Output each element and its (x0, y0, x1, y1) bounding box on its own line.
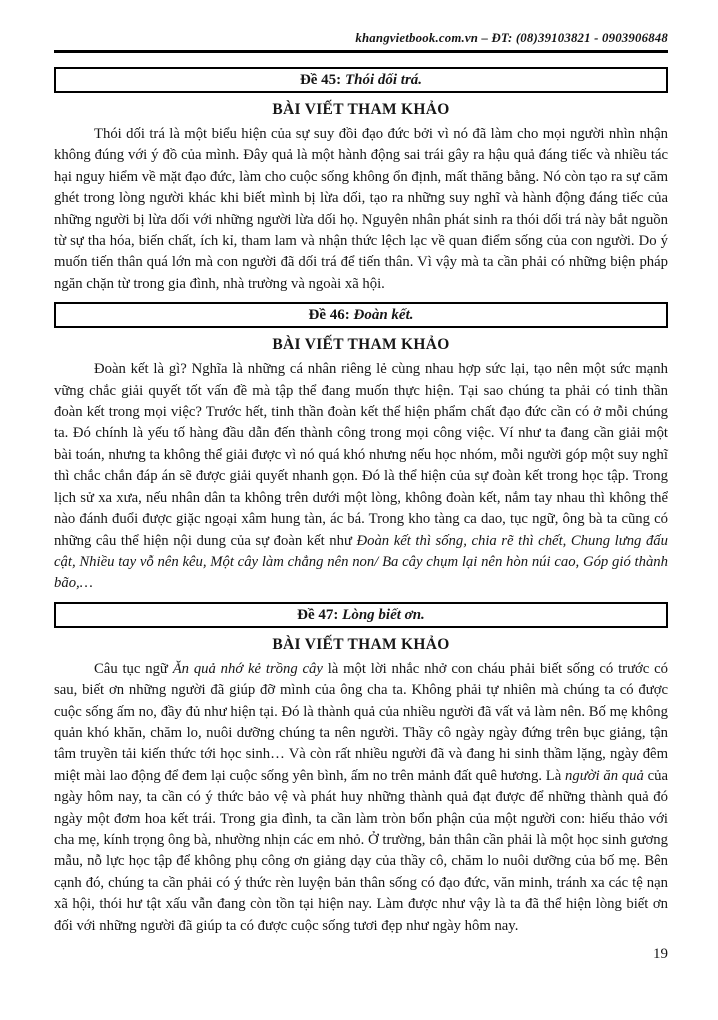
essay-text: Câu tục ngữ (94, 660, 173, 677)
essay-text: Thói dối trá là một biểu hiện của sự suy đồi đạo đức bởi vì nó đã làm cho mọi người nhìn nhận không đúng với ý đồ của mình. Đây quả là một hành động sai trái gây ra hậu quả đáng tiếc và nhiều tác hại nguy hiểm về mặt đạo đức, làm cho cuộc sống không ổn định, mất thăng bằng. Nó còn tạo ra sự căm ghét trong lòng người khác khi biết mình bị lừa dối, tạo ra những suy nghĩ và hành động đáng tiếc của những người bị lừa dối với những người lừa dối họ. Nguyên nhân phát sinh ra thói dối trá này bắt nguồn từ sự tha hóa, biến chất, ích kỉ, tham lam và nhận thức lệch lạc về quan điểm sống của con người. Do ý muốn tiến thân quá lớn mà con người đã dối trá để tiến thân. Vì vậy mà ta cần phải có những biện pháp ngăn chặn từ trong gia đình, nhà trường và ngoài xã hội. (54, 126, 668, 292)
topic-box-de-45 (54, 67, 668, 93)
essay-text: là một lời nhắc nhở con cháu phải biết sống có trước có sau, biết ơn những người đã giúp đỡ mình của ông cha ta. Không phải tự nhiên mà chúng ta có được cuộc sống ấm no, đầy đủ như hiện tại. Đó là thành quả của nhiều người đã vất vả làm nên. Bố mẹ không quản khó khăn, chăm lo, nuôi dưỡng chúng ta nên người. Thầy cô ngày ngày đứng trên bục giảng, tận tâm truyền tải kiến thức tới học sinh… Và còn rất nhiều người đã và đang hi sinh thầm lặng, ngày đêm miệt mài lao động để đem lại cuộc sống yên bình, ấm no trên mảnh đất quê hương. Là (54, 660, 668, 784)
page-number: 19 (653, 946, 668, 962)
essay-quote-proverb: Ăn quả nhớ kẻ trồng cây (172, 660, 323, 677)
running-header: khangvietbook.com.vn – ĐT: (08)39103821 - 0903906848 (54, 30, 668, 53)
topic-title: Thói dối trá. (344, 72, 423, 88)
reference-heading: BÀI VIẾT THAM KHẢO (272, 101, 450, 118)
essay-paragraph-de-45 (54, 124, 668, 295)
essay-quote-phrase: người ăn quả (565, 767, 644, 784)
topic-label: Đề 45: (299, 72, 342, 88)
topic-label: Đề 47: (297, 606, 339, 623)
header-rule-gap (54, 53, 668, 67)
essay-text: Đoàn kết là gì? Nghĩa là những cá nhân riêng lẻ cùng nhau hợp sức lại, tạo nên một sức mạnh vững chắc giải quyết tốt vấn đề mà tập thể đang muốn thực hiện. Tại sao chúng ta phải có tinh thần đoàn kết trong mọi việc? Trước hết, tinh thần đoàn kết thể hiện phẩm chất đạo đức cần có ở mỗi chúng ta. Đó chính là yếu tố hàng đầu dẫn đến thành công trong mọi công việc. Ví như ta đang cần giải một bài toán, nhưng ta không thể giải được vì nó quá khó nhưng nếu học nhóm, mỗi người góp một suy nghĩ thì chắc chắn đáp án sẽ được giải quyết nhanh gọn. Đó là thể hiện của sự đoàn kết trong học tập. Trong lịch sử xa xưa, nếu nhân dân ta không trên dưới một lòng, không đoàn kết, nắm tay nhau thì không thể nào đánh đuổi được giặc ngoại xâm hung tàn, ác bá. Trong kho tàng ca dao, tục ngữ, ông bà ta cũng có những câu thể hiện nội dung của sự đoàn kết như (54, 361, 668, 549)
essay-paragraph-de-46 (54, 359, 668, 594)
topic-box-de-47 (54, 602, 668, 628)
topic-label: Đề 46: (308, 307, 350, 324)
reference-heading: BÀI VIẾT THAM KHẢO (272, 635, 450, 653)
essay-paragraph-de-47 (54, 659, 668, 937)
essay-quote-proverbs: Đoàn kết thì sống, chia rẽ thì chết, Chung lưng đấu cật, Nhiều tay vỗ nên kêu, Một cây làm chẳng nên non/ Ba cây chụm lại nên hòn núi cao, Góp gió thành bão,… (54, 532, 668, 592)
essay-text: của ngày hôm nay, ta cần có ý thức bảo vệ và phát huy những thành quả đạt được để những thành quả đó ngày một đơm hoa kết trái. Trong gia đình, ta cần làm tròn bổn phận của một người con: hiếu thảo với cha mẹ, kính trọng ông bà, nhường nhịn các em nhỏ. Ở trường, bản thân cần phải là một học sinh gương mẫu, nỗ lực học tập để không phụ công ơn giảng dạy của thầy cô, chăm lo nuôi dưỡng của bố mẹ. Bên cạnh đó, chúng ta cần phải có ý thức rèn luyện bản thân sống có đạo đức, văn minh, tránh xa các tệ nạn xã hội, thói hư tật xấu vẫn đang còn tồn tại hiện nay. Làm được như vậy là ta đã thể hiện lòng biết ơn đối với những người đã giúp ta có được cuộc sống tươi đẹp như ngày hôm nay. (54, 767, 668, 934)
topic-title: Đoàn kết. (353, 307, 414, 324)
topic-title: Lòng biết ơn. (342, 606, 425, 623)
reference-heading: BÀI VIẾT THAM KHẢO (272, 336, 450, 354)
topic-box-de-46 (54, 302, 668, 328)
